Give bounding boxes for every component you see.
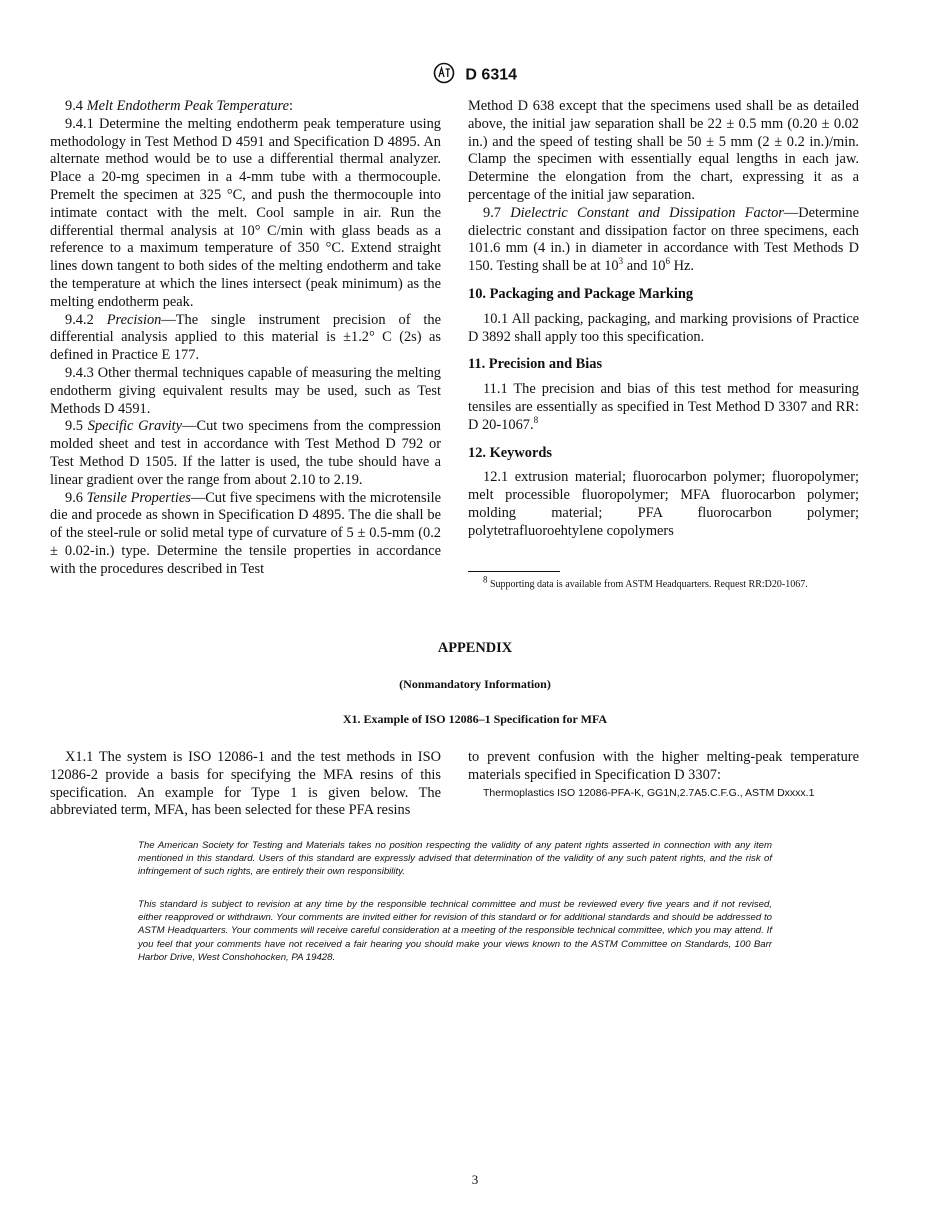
section-9-4-1: 9.4.1 Determine the melting endotherm peak temperature using methodology in Test Method D 4591 and Specification D 4895. An alternate method would be to use a differential thermal analyzer. Place a 20-mg specimen in a 4-mm tube with a thermocouple. Premelt the specimen at 325 °C, and push the thermocouple into intimate contact with the melt. Cool sample in air. Run the differential thermal analysis at 10° C/min with glass beads as a reference to a maximum temperature of 350 °C. Extend straight lines down tangent to both sides of the melting endotherm and take the temperature at which the lines intersect (peak minimum) as the melting endotherm peak. xyxy=(50,115,441,310)
appendix-left-column xyxy=(50,749,441,820)
right-column xyxy=(468,98,859,591)
section-12-1: 12.1 extrusion material; fluorocarbon polymer; fluoropolymer; melt processible fluoropolymer; MFA fluorocarbon polymer; molding material; PFA fluorocarbon polymer; polytetrafluoroehtylene copolymers xyxy=(468,469,859,539)
left-column xyxy=(50,98,441,579)
section-9-4-3: 9.4.3 Other thermal techniques capable of measuring the melting endotherm giving equivalent results may be used, such as Test Methods D 4591. xyxy=(50,364,441,417)
section-9-5: 9.5 Specific Gravity—Cut two specimens from the compression molded sheet and test in accordance with Test Method D 792 or Test Method D 1505. If the latter is used, the tube should have a linear gradient over the range from about 2.10 to 2.19. xyxy=(50,418,441,488)
appendix-title: APPENDIX xyxy=(437,640,513,656)
section-9-4-2: 9.4.2 Precision—The single instrument precision of the differential analysis applied to this material is ±1.2° C (2s) as defined in Practice E 177. xyxy=(50,311,441,364)
footnote-divider xyxy=(468,571,560,572)
patent-notice: The American Society for Testing and Materials takes no position respecting the validity of any patent rights asserted in connection with any item mentioned in this standard. Users of this standard are expressly advised that determination of the validity of any such patent rights, and the risk of infringement of such rights, are entirely their own responsibility. xyxy=(138,840,772,878)
appendix-x1-title: X1. Example of ISO 12086–1 Specification for MFA xyxy=(342,712,608,726)
designation-code: D 6314 xyxy=(465,66,518,84)
section-10-1: 10.1 All packing, packaging, and marking provisions of Practice D 3892 shall apply too this specification. xyxy=(468,310,859,345)
section-9-6-continued: Method D 638 except that the specimens used shall be as detailed above, the initial jaw separation shall be 22 ± 0.5 mm (0.20 ± 0.02 in.) and the speed of testing shall be 50 ± 5 mm (2 ± 0.2 in.)/min. Clamp the specimen with essentially equal lengths in each jaw. Determine the elongation from the chart, expressing it as a percentage of the initial jaw separation. xyxy=(468,98,859,203)
revision-notice: This standard is subject to revision at any time by the responsible technical committee and must be reviewed every five years and if not revised, either reapproved or withdrawn. Your comments are invited either for revision of this standard or for additional standards and should be addressed to ASTM Headquarters. Your comments will receive careful consideration at a meeting of the responsible technical committee, which you may attend. If you feel that your comments have not received a fair hearing you should make your views known to the ASTM Committee on Standards, 100 Barr Harbor Drive, West Conshohocken, PA 19428. xyxy=(138,899,772,963)
appendix-x1-1-continued: to prevent confusion with the higher melting-peak temperature materials specified in Specification D 3307: xyxy=(468,749,859,783)
appendix-subtitle: (Nonmandatory Information) xyxy=(399,677,551,691)
designation-example: Thermoplastics ISO 12086-PFA-K, GG1N,2.7A5.C.F.G., ASTM Dxxxx.1 xyxy=(483,786,815,799)
footnote-ref[interactable]: 8 xyxy=(533,414,539,425)
appendix-right-column xyxy=(468,749,859,802)
section-11-heading: 11. Precision and Bias xyxy=(468,356,603,373)
appendix-x1-1: X1.1 The system is ISO 12086-1 and the test methods in ISO 12086-2 provide a basis for specifying the MFA resins of this specification. An example for Type 1 is given below. The abbreviated term, MFA, has been selected for these PFA resins xyxy=(50,749,441,819)
astm-logo-icon xyxy=(433,62,455,89)
section-9-7: 9.7 Dielectric Constant and Dissipation Factor—Determine dielectric constant and dissipation factor on three specimens, each 101.6 mm (4 in.) in diameter in accordance with Test Methods D 150. Testing shall be at $10^3$ and $10^6$ Hz. xyxy=(468,204,859,275)
page-number: 3 xyxy=(471,1172,479,1187)
section-9-6: 9.6 Tensile Properties—Cut five specimens with the microtensile die and procede as shown in Specification D 4895. The die shall be of the steel-rule or solid metal type of curvature of 5 ± 0.5-mm (0.2 ± 0.02-in.) type. Determine the tensile properties in accordance with the procedures described in Test xyxy=(50,489,441,577)
page-header xyxy=(0,62,950,89)
section-10-heading: 10. Packaging and Package Marking xyxy=(468,285,694,302)
footnote: $^8$ Supporting data is available from ASTM Headquarters. Request RR:D20-1067. xyxy=(483,574,808,590)
section-9-4-heading: 9.4 Melt Endotherm Peak Temperature: xyxy=(65,98,293,114)
section-11-1: 11.1 The precision and bias of this test method for measuring tensiles are essentially as specified in Test Method D 3307 and RR: D 20-1067.$^8$ xyxy=(468,381,859,433)
section-12-heading: 12. Keywords xyxy=(468,444,552,461)
